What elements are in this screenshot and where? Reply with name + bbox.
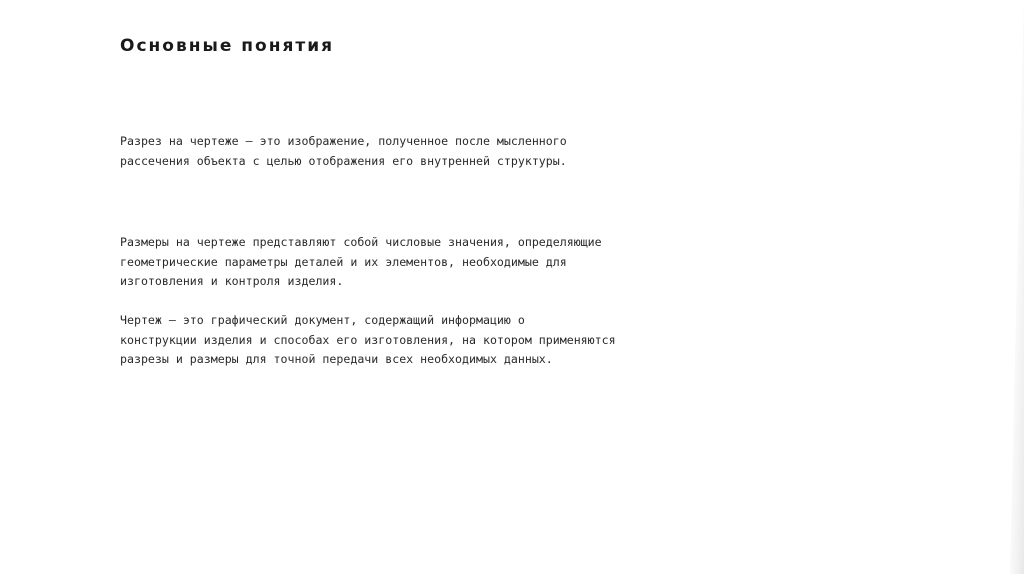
paragraph-line: изготовления и контроля изделия.: [120, 274, 344, 288]
slide-title: Основные понятия: [120, 36, 335, 56]
paragraph-drawing-definition: [120, 311, 616, 370]
paragraph-line: геометрические параметры деталей и их элементов, необходимые для: [120, 254, 567, 269]
paragraph-line: Размеры на чертеже представляют собой числовые значения, определяющие: [120, 235, 602, 249]
paragraph-line: разрезы и размеры для точной передачи всех необходимых данных.: [120, 352, 553, 366]
paragraph-line: конструкции изделия и способах его изготовления, на котором применяются: [120, 332, 616, 347]
paragraph-dimensions-definition: [120, 233, 602, 292]
paragraph-line: Разрез на чертеже — это изображение, полученное после мысленного: [120, 134, 567, 148]
paragraph-line: рассечения объекта с целью отображения его внутренней структуры.: [120, 153, 567, 168]
paragraph-section-definition: [120, 132, 567, 171]
paragraph-line: Чертеж — это графический документ, содержащий информацию о: [120, 313, 525, 327]
